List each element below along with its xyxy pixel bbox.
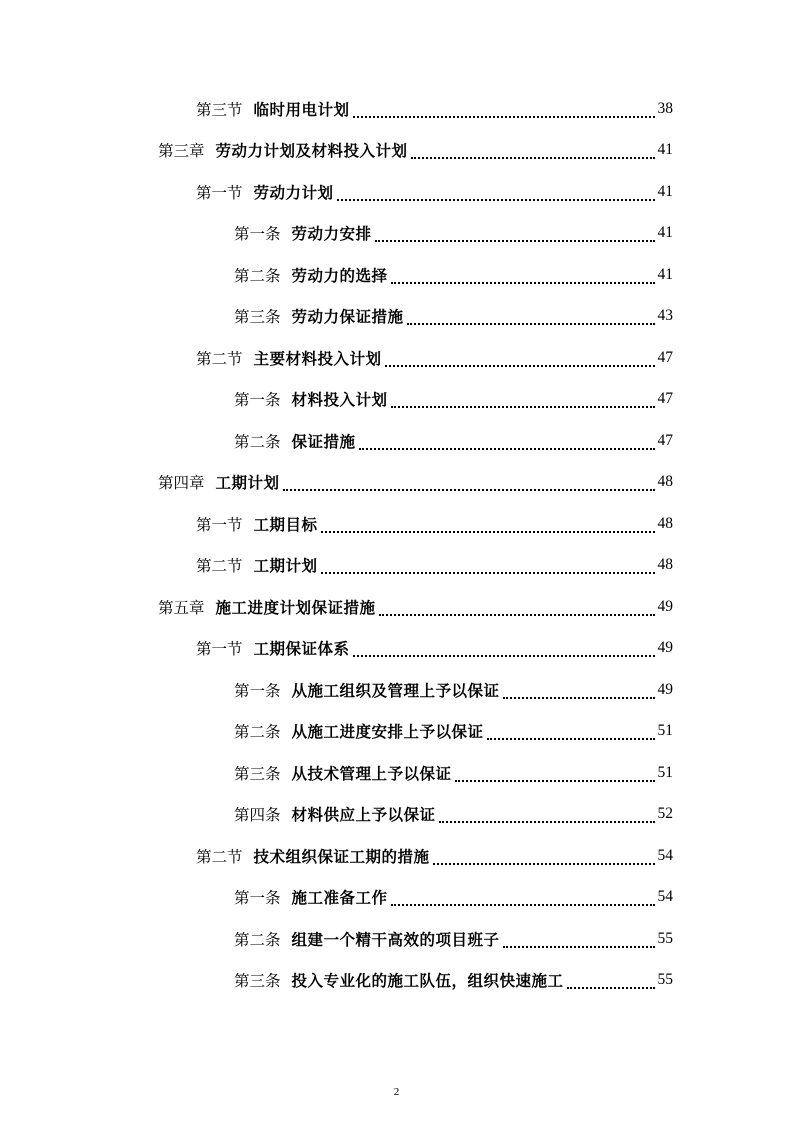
toc-entry-page: 43 <box>657 307 673 325</box>
toc-entry-title: 从施工组织及管理上予以保证 <box>291 680 500 700</box>
toc-entry-title: 施工进度计划保证措施 <box>215 597 376 617</box>
dot-leader <box>283 488 655 491</box>
toc-entry-page: 47 <box>657 390 673 408</box>
dot-leader <box>439 820 655 823</box>
toc-entry[interactable] <box>0 296 793 338</box>
toc-entry-title: 工期保证体系 <box>253 639 350 659</box>
toc-entry-number: 第一条 <box>234 225 281 244</box>
dot-leader <box>375 239 655 242</box>
toc-entry-title: 劳动力保证措施 <box>291 307 404 327</box>
toc-entry[interactable] <box>0 877 793 919</box>
toc-entry-page: 41 <box>657 182 673 200</box>
toc-entry-title: 工期计划 <box>215 473 280 493</box>
toc-entry-number: 第一节 <box>196 515 243 534</box>
toc-entry[interactable] <box>0 628 793 670</box>
toc-entry-page: 41 <box>657 224 673 242</box>
toc-entry[interactable] <box>0 960 793 1002</box>
toc-entry-page: 41 <box>657 265 673 283</box>
toc-entry-page: 47 <box>657 431 673 449</box>
dot-leader <box>385 364 655 367</box>
toc-entry-page: 51 <box>657 722 673 740</box>
dot-leader <box>321 530 655 533</box>
toc-entry-title: 临时用电计划 <box>253 99 350 119</box>
toc-entry-page: 48 <box>657 514 673 532</box>
toc-entry-title: 材料供应上予以保证 <box>291 805 436 825</box>
toc-entry[interactable] <box>0 669 793 711</box>
toc-entry-page: 49 <box>657 597 673 615</box>
toc-entry-number: 第三条 <box>234 308 281 327</box>
toc-entry-page: 48 <box>657 556 673 574</box>
toc-entry-page: 47 <box>657 348 673 366</box>
toc-entry[interactable] <box>0 420 793 462</box>
toc-entry-number: 第一节 <box>196 183 243 202</box>
toc-entry-number: 第二条 <box>234 432 281 451</box>
toc-entry[interactable] <box>0 254 793 296</box>
toc-entry-number: 第二节 <box>196 557 243 576</box>
toc-entry-title: 保证措施 <box>291 431 356 451</box>
toc-entry-page: 54 <box>657 888 673 906</box>
toc-entry-number: 第一条 <box>234 391 281 410</box>
toc-entry-page: 41 <box>657 141 673 159</box>
toc-entry-number: 第四章 <box>158 474 205 493</box>
table-of-contents <box>0 88 793 1001</box>
toc-entry[interactable] <box>0 379 793 421</box>
toc-entry-number: 第一节 <box>196 640 243 659</box>
dot-leader <box>379 613 655 616</box>
toc-entry-page: 51 <box>657 763 673 781</box>
toc-entry-title: 劳动力计划 <box>253 182 334 202</box>
toc-entry[interactable] <box>0 462 793 504</box>
dot-leader <box>503 696 655 699</box>
toc-entry-number: 第三条 <box>234 972 281 991</box>
toc-entry[interactable] <box>0 545 793 587</box>
toc-entry-page: 49 <box>657 639 673 657</box>
dot-leader <box>321 571 655 574</box>
toc-entry[interactable] <box>0 918 793 960</box>
toc-entry[interactable] <box>0 171 793 213</box>
page-number: 2 <box>393 1086 400 1098</box>
toc-entry-title: 从技术管理上予以保证 <box>291 763 452 783</box>
toc-entry[interactable] <box>0 213 793 255</box>
dot-leader <box>455 779 655 782</box>
toc-entry-number: 第三条 <box>234 764 281 783</box>
toc-entry[interactable] <box>0 88 793 130</box>
toc-entry-number: 第二条 <box>234 723 281 742</box>
toc-entry[interactable] <box>0 586 793 628</box>
toc-entry-number: 第三章 <box>158 142 205 161</box>
toc-entry-number: 第四条 <box>234 806 281 825</box>
dot-leader <box>353 654 655 657</box>
toc-entry-number: 第三节 <box>196 100 243 119</box>
toc-entry-page: 52 <box>657 805 673 823</box>
toc-entry-title: 劳动力的选择 <box>291 265 388 285</box>
toc-entry[interactable] <box>0 835 793 877</box>
toc-entry[interactable] <box>0 752 793 794</box>
toc-entry-title: 从施工进度安排上予以保证 <box>291 722 484 742</box>
toc-entry-page: 48 <box>657 473 673 491</box>
dot-leader <box>487 737 655 740</box>
toc-entry-title: 技术组织保证工期的措施 <box>253 846 430 866</box>
toc-entry-title: 主要材料投入计划 <box>253 348 382 368</box>
toc-entry[interactable] <box>0 794 793 836</box>
toc-entry-number: 第二节 <box>196 349 243 368</box>
toc-entry-page: 49 <box>657 680 673 698</box>
toc-entry-title: 组建一个精干高效的项目班子 <box>291 929 500 949</box>
toc-entry[interactable] <box>0 711 793 753</box>
toc-entry-number: 第一条 <box>234 681 281 700</box>
toc-entry[interactable] <box>0 337 793 379</box>
toc-entry-number: 第二条 <box>234 930 281 949</box>
toc-entry-title: 工期目标 <box>253 514 318 534</box>
dot-leader <box>391 405 655 408</box>
dot-leader <box>503 945 655 948</box>
toc-entry[interactable] <box>0 130 793 172</box>
dot-leader <box>337 198 655 201</box>
toc-entry-title: 施工准备工作 <box>291 888 388 908</box>
toc-entry-number: 第二条 <box>234 266 281 285</box>
toc-entry-title: 劳动力安排 <box>291 224 372 244</box>
toc-entry-page: 54 <box>657 846 673 864</box>
toc-entry-page: 55 <box>657 929 673 947</box>
dot-leader <box>359 447 655 450</box>
dot-leader <box>407 322 655 325</box>
toc-entry-number: 第五章 <box>158 598 205 617</box>
toc-entry-title: 劳动力计划及材料投入计划 <box>215 141 408 161</box>
toc-entry-page: 38 <box>657 99 673 117</box>
dot-leader <box>411 156 655 159</box>
toc-entry[interactable] <box>0 503 793 545</box>
dot-leader <box>353 115 655 118</box>
dot-leader <box>391 903 655 906</box>
toc-entry-page: 55 <box>657 971 673 989</box>
dot-leader <box>567 986 655 989</box>
toc-entry-title: 工期计划 <box>253 556 318 576</box>
toc-entry-number: 第一条 <box>234 889 281 908</box>
toc-entry-number: 第二节 <box>196 847 243 866</box>
dot-leader <box>391 281 655 284</box>
dot-leader <box>433 862 655 865</box>
toc-entry-title: 投入专业化的施工队伍，组织快速施工 <box>291 971 564 991</box>
toc-entry-title: 材料投入计划 <box>291 390 388 410</box>
